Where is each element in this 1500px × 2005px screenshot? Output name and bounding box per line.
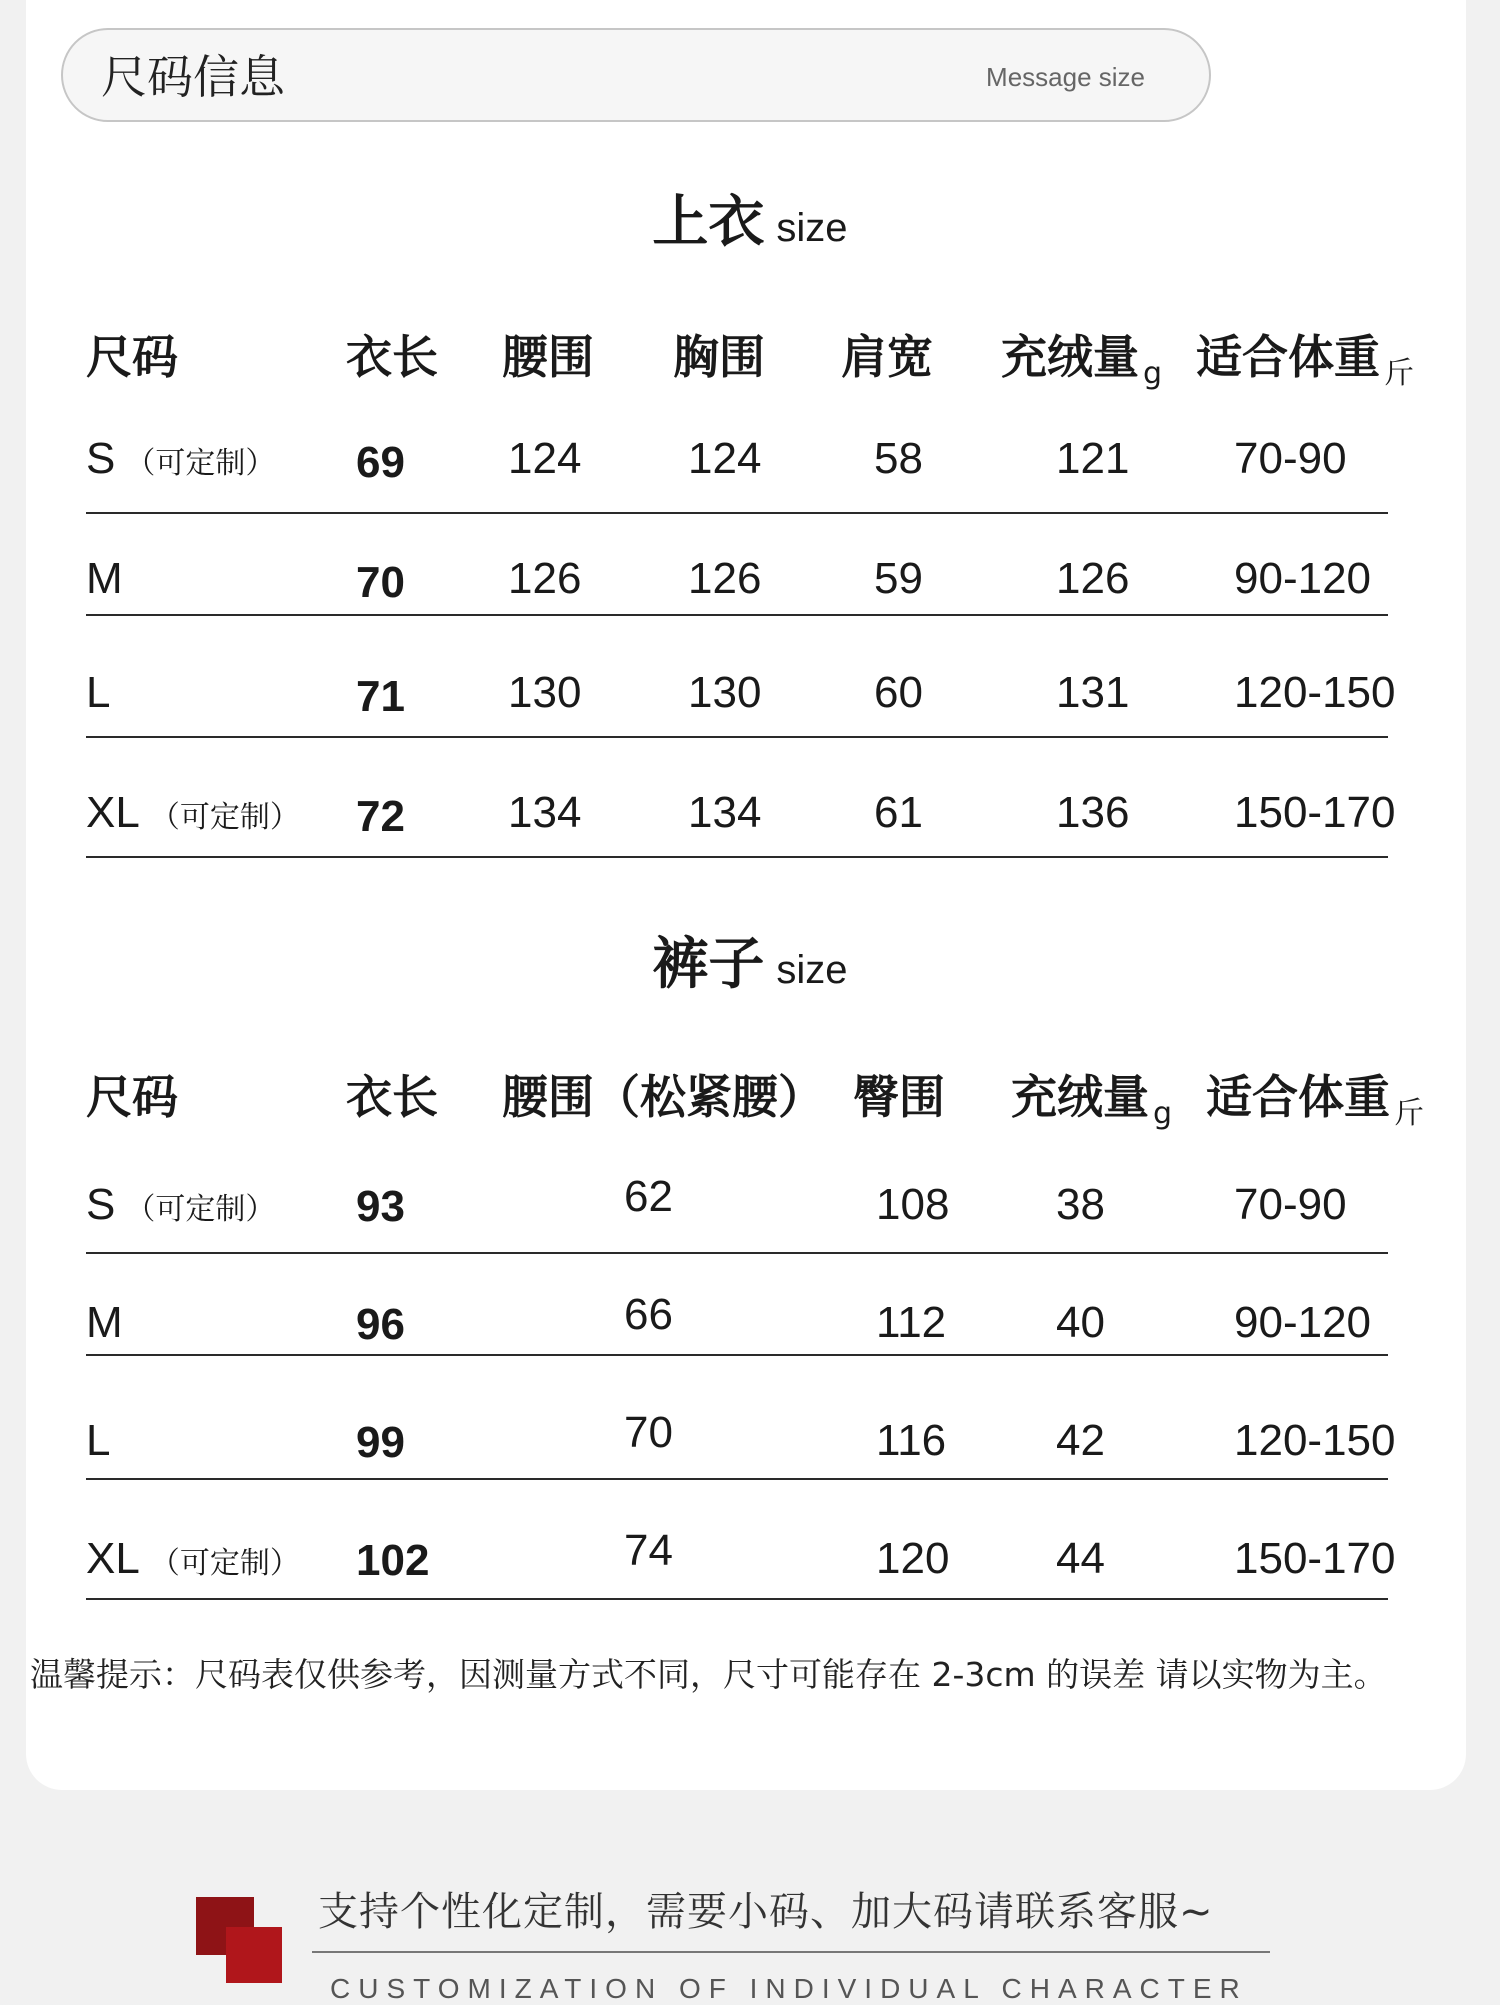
pants-title-en: size (776, 948, 848, 992)
cell-hip: 108 (876, 1180, 950, 1229)
customization-footer (0, 1845, 1500, 2004)
top-header-length: 衣长 (346, 330, 438, 384)
top-title-en: size (776, 206, 848, 250)
pants-title-zh: 裤子 (652, 932, 765, 997)
cell-chest: 124 (688, 434, 762, 483)
custom-note: （可定制） (149, 1546, 300, 1581)
cell-chest: 130 (688, 668, 762, 717)
footer-text-en: CUSTOMIZATION OF INDIVIDUAL CHARACTER (330, 1973, 1248, 2004)
pants-header-size: 尺码 (86, 1070, 178, 1124)
size-label: L (86, 668, 111, 717)
size-label: S (86, 1180, 116, 1229)
pants-section-title (0, 920, 1500, 1000)
top-section-title (0, 178, 1500, 258)
cell-waist: 134 (508, 788, 582, 837)
size-label: M (86, 1298, 123, 1347)
cell-weight: 70-90 (1234, 434, 1347, 483)
cell-fill: 121 (1056, 434, 1130, 483)
cell-weight: 90-120 (1234, 554, 1372, 603)
cell-length: 70 (356, 558, 405, 607)
cell-length: 99 (356, 1418, 405, 1467)
cell-weight: 120-150 (1234, 668, 1396, 717)
cell-fill: 42 (1056, 1416, 1105, 1465)
cell-fill: 44 (1056, 1534, 1105, 1583)
row-size (86, 1532, 300, 1591)
cell-fill: 126 (1056, 554, 1130, 603)
row-size (86, 552, 133, 611)
size-label: L (86, 1416, 111, 1465)
top-header-shoulder: 肩宽 (841, 330, 933, 384)
cell-weight: 90-120 (1234, 1298, 1372, 1347)
top-header-row (0, 322, 1500, 392)
cell-length: 96 (356, 1300, 405, 1349)
custom-note: （可定制） (125, 446, 276, 481)
cell-waist: 130 (508, 668, 582, 717)
row-size (86, 666, 120, 725)
cell-length: 102 (356, 1536, 430, 1585)
cell-weight: 150-170 (1234, 788, 1396, 837)
size-label: XL (86, 1534, 140, 1583)
cell-length: 69 (356, 438, 405, 487)
cell-waist: 62 (624, 1172, 673, 1221)
cell-waist: 126 (508, 554, 582, 603)
size-tip: 温馨提示：尺码表仅供参考，因测量方式不同，尺寸可能存在 2-3cm 的误差 请以实物为主。 (30, 1655, 1387, 1694)
table-row (86, 1152, 1388, 1254)
row-size (86, 1296, 133, 1355)
header-title: 尺码信息 (101, 50, 285, 104)
top-header-fill (1001, 322, 1162, 399)
cell-waist: 70 (624, 1408, 673, 1457)
pants-header-fill-unit: g (1153, 1096, 1173, 1131)
pants-header-fill (1011, 1062, 1172, 1139)
header-subtitle: Message size (986, 62, 1145, 92)
pants-header-row (0, 1062, 1500, 1132)
top-header-weight-unit: 斤 (1384, 356, 1414, 391)
pants-header-weight-unit: 斤 (1394, 1096, 1424, 1131)
cell-fill: 38 (1056, 1180, 1105, 1229)
cell-shoulder: 61 (874, 788, 923, 837)
cell-fill: 131 (1056, 668, 1130, 717)
cell-hip: 112 (876, 1298, 947, 1347)
top-header-fill-unit: g (1143, 356, 1163, 391)
cell-chest: 134 (688, 788, 762, 837)
cell-waist: 124 (508, 434, 582, 483)
table-row (86, 514, 1388, 616)
table-row (86, 636, 1396, 738)
pants-header-weight-label: 适合体重 (1206, 1070, 1390, 1124)
row-size (86, 1414, 120, 1473)
table-row (86, 1498, 1396, 1600)
table-row (86, 756, 1396, 858)
pants-header-length: 衣长 (346, 1070, 438, 1124)
cell-shoulder: 60 (874, 668, 923, 717)
top-header-weight (1196, 322, 1414, 399)
footer-text-zh: 支持个性化定制，需要小码、加大码请联系客服~ (318, 1889, 1214, 1935)
cell-weight: 120-150 (1234, 1416, 1396, 1465)
table-row (86, 1254, 1388, 1356)
top-title-zh: 上衣 (652, 190, 765, 255)
cell-length: 71 (356, 672, 405, 721)
cell-chest: 126 (688, 554, 762, 603)
cell-hip: 120 (876, 1534, 950, 1583)
row-size (86, 786, 300, 845)
cell-length: 72 (356, 792, 405, 841)
pants-header-hip: 臀围 (853, 1070, 945, 1124)
top-header-fill-label: 充绒量 (1001, 330, 1139, 384)
size-info-header (61, 28, 1211, 122)
row-size (86, 1178, 275, 1237)
top-header-size: 尺码 (86, 330, 178, 384)
size-label: XL (86, 788, 140, 837)
cell-shoulder: 59 (874, 554, 923, 603)
table-row (86, 412, 1388, 514)
top-header-chest: 胸围 (673, 330, 765, 384)
top-header-weight-label: 适合体重 (1196, 330, 1380, 384)
row-size (86, 432, 275, 491)
table-row (86, 1378, 1396, 1480)
cell-hip: 116 (876, 1416, 947, 1465)
top-header-waist: 腰围 (502, 330, 594, 384)
cell-fill: 40 (1056, 1298, 1105, 1347)
footer-divider (312, 1951, 1270, 1953)
cell-weight: 150-170 (1234, 1534, 1396, 1583)
pants-header-fill-label: 充绒量 (1011, 1070, 1149, 1124)
pants-header-waist: 腰围（松紧腰） (502, 1070, 824, 1124)
cell-fill: 136 (1056, 788, 1130, 837)
cell-weight: 70-90 (1234, 1180, 1347, 1229)
size-label: S (86, 434, 116, 483)
custom-note: （可定制） (149, 800, 300, 835)
cell-length: 93 (356, 1182, 405, 1231)
cell-waist: 74 (624, 1526, 673, 1575)
red-square-logo-front (226, 1927, 282, 1983)
cell-shoulder: 58 (874, 434, 923, 483)
custom-note: （可定制） (125, 1192, 276, 1227)
size-label: M (86, 554, 123, 603)
pants-header-weight (1206, 1062, 1424, 1139)
cell-waist: 66 (624, 1290, 673, 1339)
